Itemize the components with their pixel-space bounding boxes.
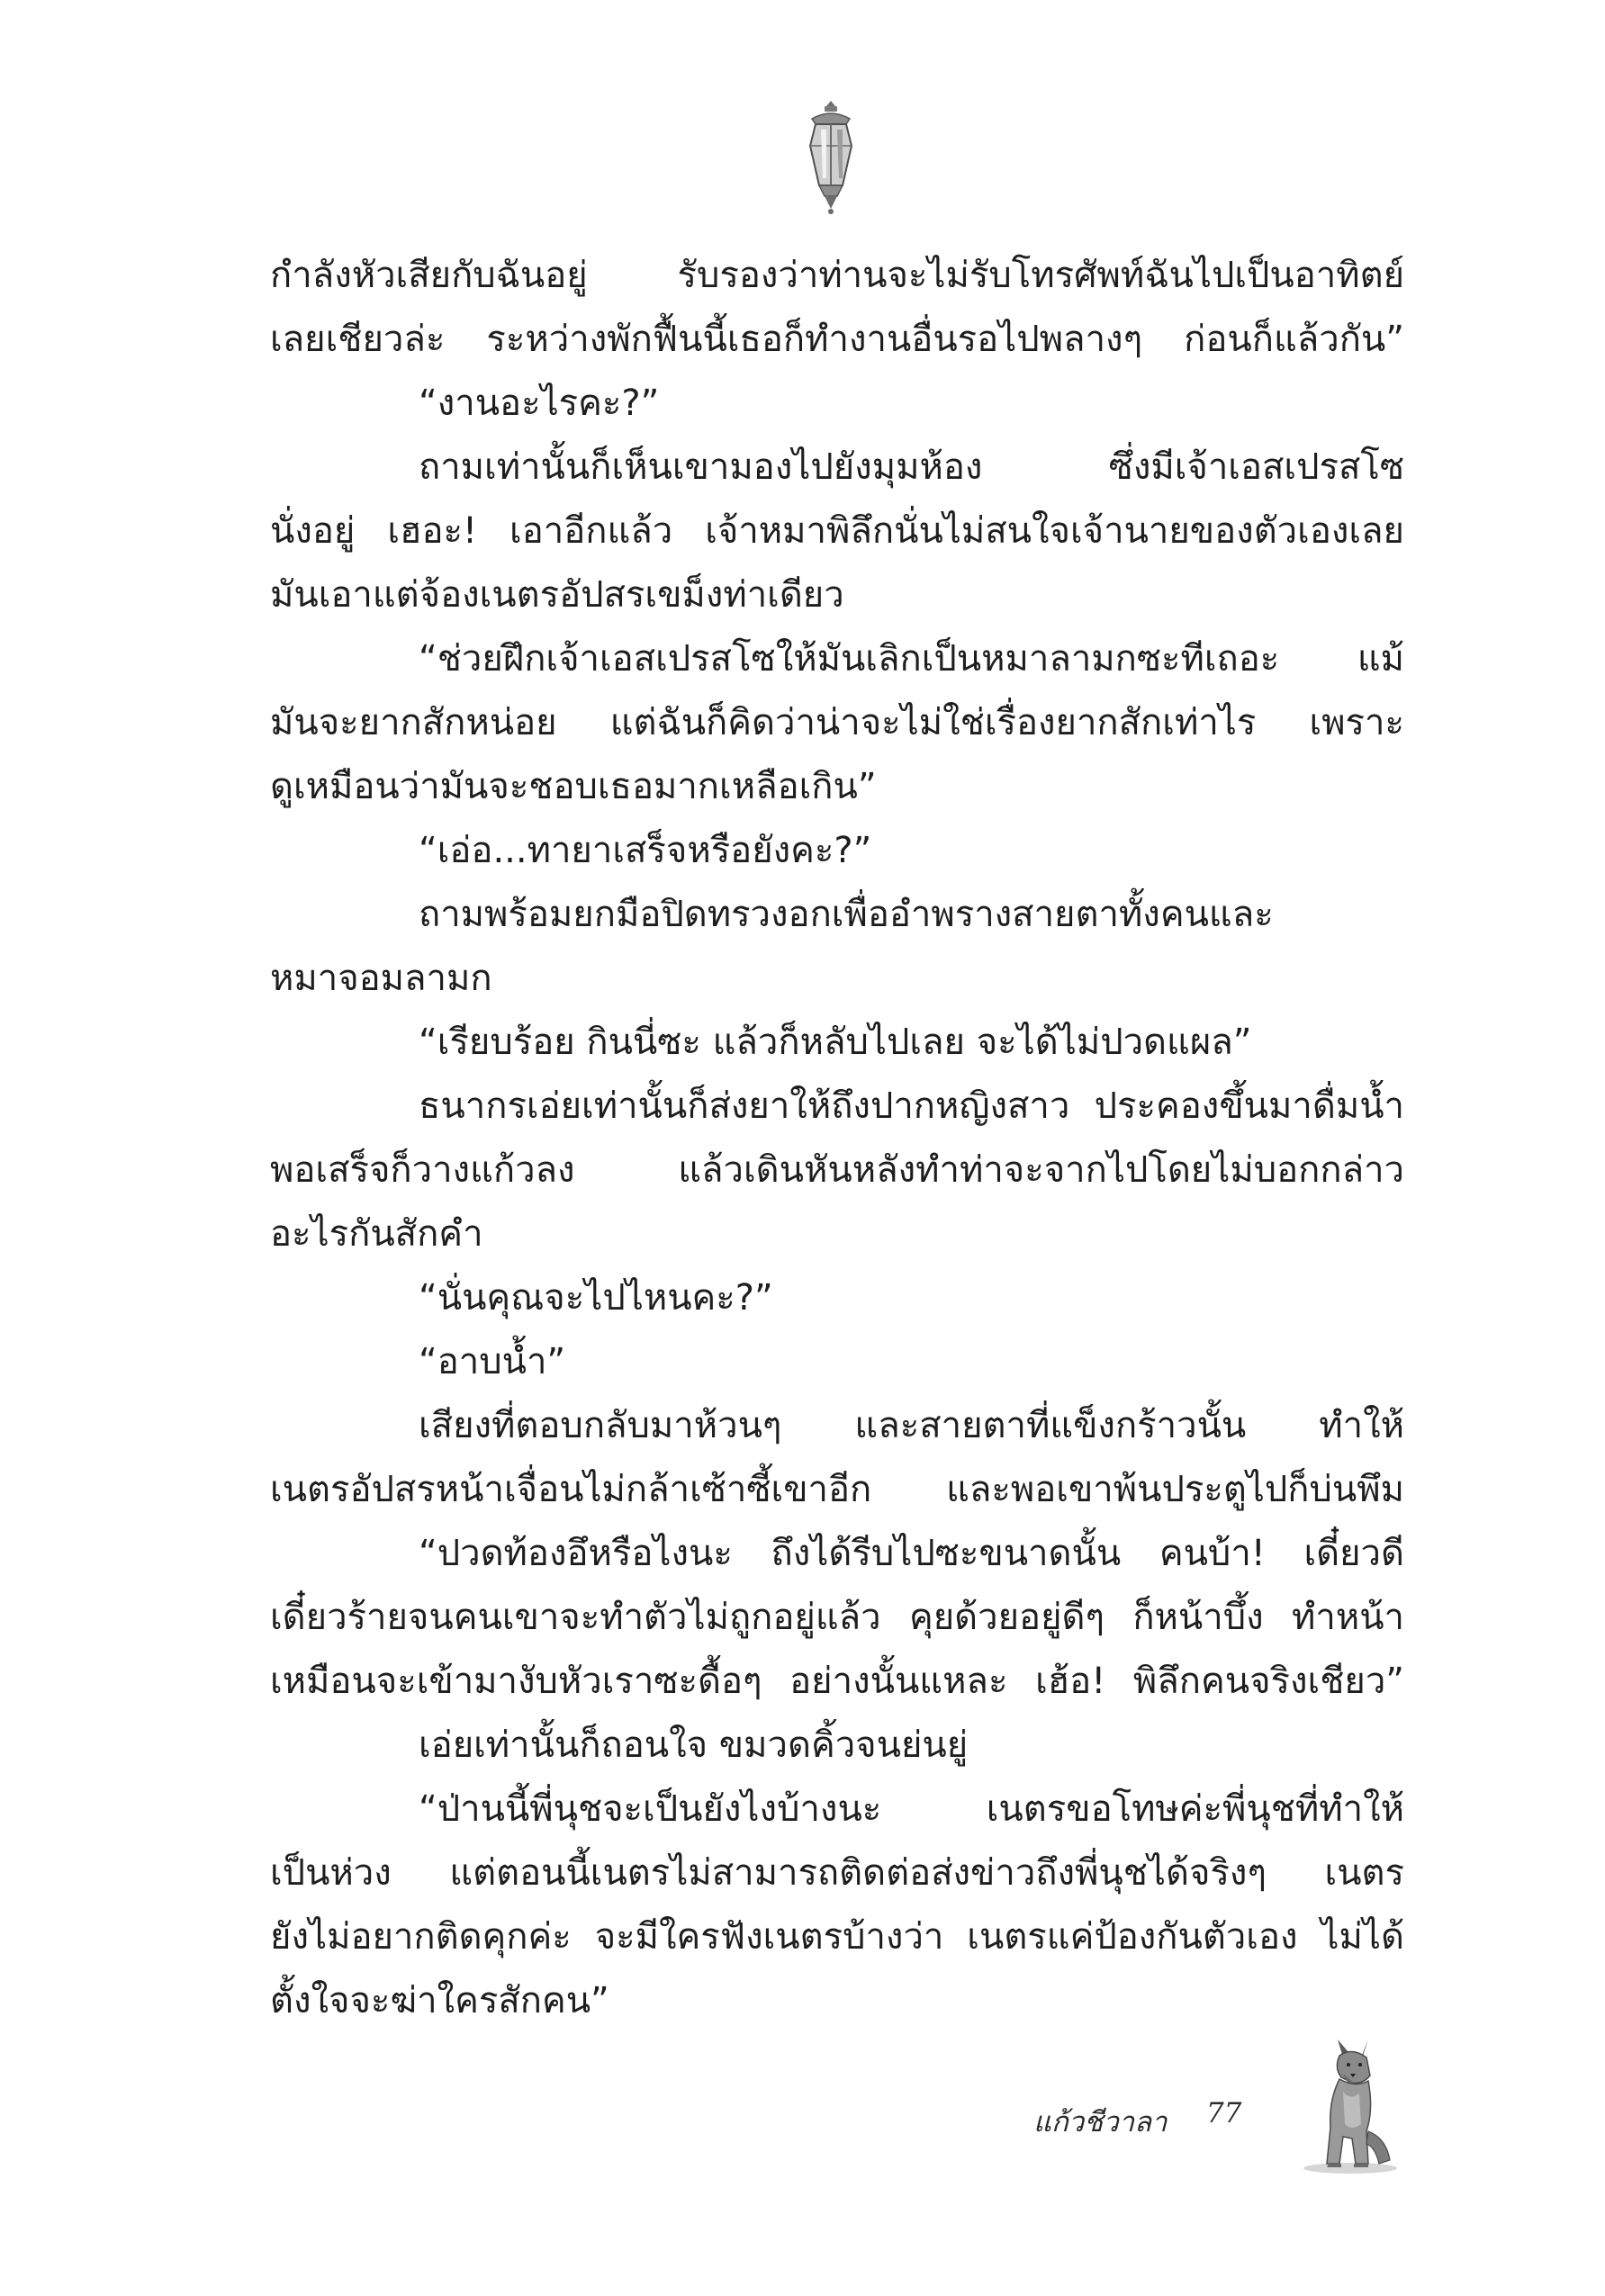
text-line: ธนากรเอ่ยเท่านั้นก็ส่งยาให้ถึงปากหญิงสาว ประคองขึ้นมาดื่มน้ำ [419,1085,1404,1127]
text-line: ถามพร้อมยกมือปิดทรวงอกเพื่ออำพรางสายตาทั้งคนและ [419,894,1274,935]
text-line: ยังไม่อยากติดคุกค่ะ จะมีใครฟังเนตรบ้างว่า เนตรแค่ป้องกันตัวเอง ไม่ได้ [270,1916,1404,1958]
text-line: มันเอาแต่จ้องเนตรอัปสรเขม็งท่าเดียว [270,574,844,616]
text-line: ตั้งใจจะฆ่าใครสักคน” [270,1980,609,2021]
text-line: “งานอะไรคะ?” [419,383,660,424]
text-line: อะไรกันสักคำ [270,1213,483,1255]
text-line: ดูเหมือนว่ามันจะชอบเธอมากเหลือเกิน” [270,766,877,807]
text-line: “ช่วยฝึกเจ้าเอสเปรสโซให้มันเลิกเป็นหมาลามกซะทีเถอะ แม้ [419,638,1404,680]
page-number: 77 [1206,2097,1242,2129]
text-line: เหมือนจะเข้ามางับหัวเราซะดื้อๆ อย่างนั้นแหละ เฮ้อ! พิลึกคนจริงเชียว” [270,1661,1404,1702]
text-line: ถามเท่านั้นก็เห็นเขามองไปยังมุมห้อง ซึ่งมีเจ้าเอสเปรสโซ [419,446,1404,488]
lantern-icon [799,99,862,216]
text-line: มันจะยากสักหน่อย แต่ฉันก็คิดว่าน่าจะไม่ใช่เรื่องยากสักเท่าไร เพราะ [270,702,1404,743]
text-line: เดี๋ยวร้ายจนคนเขาจะทำตัวไม่ถูกอยู่แล้ว คุยด้วยอยู่ดีๆ ก็หน้าบึ้ง ทำหน้า [270,1597,1404,1638]
text-line: เสียงที่ตอบกลับมาห้วนๆ และสายตาที่แข็งกร้าวนั้น ทำให้ [419,1405,1404,1446]
text-line: หมาจอมลามก [270,958,492,999]
text-line: นั่งอยู่ เฮอะ! เอาอีกแล้ว เจ้าหมาพิลึกนั่นไม่สนใจเจ้านายของตัวเองเลย [270,510,1404,552]
text-line: “นั่นคุณจะไปไหนคะ?” [419,1277,773,1319]
text-line: “เรียบร้อย กินนี่ซะ แล้วก็หลับไปเลย จะได้ไม่ปวดแผล” [419,1022,1252,1063]
text-line: กำลังหัวเสียกับฉันอยู่ รับรองว่าท่านจะไม่รับโทรศัพท์ฉันไปเป็นอาทิตย์ [270,255,1404,296]
text-line: เป็นห่วง แต่ตอนนี้เนตรไม่สามารถติดต่อส่งข่าวถึงพี่นุชได้จริงๆ เนตร [270,1852,1404,1894]
text-line: “ป่านนี้พี่นุชจะเป็นยังไงบ้างนะ เนตรขอโทษค่ะพี่นุชที่ทำให้ [419,1788,1404,1830]
text-line: เนตรอัปสรหน้าเจื่อนไม่กล้าเซ้าซี้เขาอีก และพอเขาพ้นประตูไปก็บ่นพึม [270,1469,1404,1510]
text-line: พอเสร็จก็วางแก้วลง แล้วเดินหันหลังทำท่าจะจากไปโดยไม่บอกกล่าว [270,1149,1404,1191]
text-line: “เอ่อ...ทายาเสร็จหรือยังคะ?” [419,830,872,871]
text-line: เลยเชียวล่ะ ระหว่างพักฟื้นนี้เธอก็ทำงานอื่นรอไปพลางๆ ก่อนก็แล้วกัน” [270,319,1404,360]
text-line: “ปวดท้องอึหรือไงนะ ถึงได้รีบไปซะขนาดนั้น คนบ้า! เดี๋ยวดี [419,1533,1404,1574]
dog-icon [1296,2038,1404,2174]
text-line: เอ่ยเท่านั้นก็ถอนใจ ขมวดคิ้วจนย่นยู่ [419,1724,969,1766]
running-footer-title: แก้วชีวาลา [1033,2106,1168,2138]
text-line: “อาบน้ำ” [419,1341,566,1382]
